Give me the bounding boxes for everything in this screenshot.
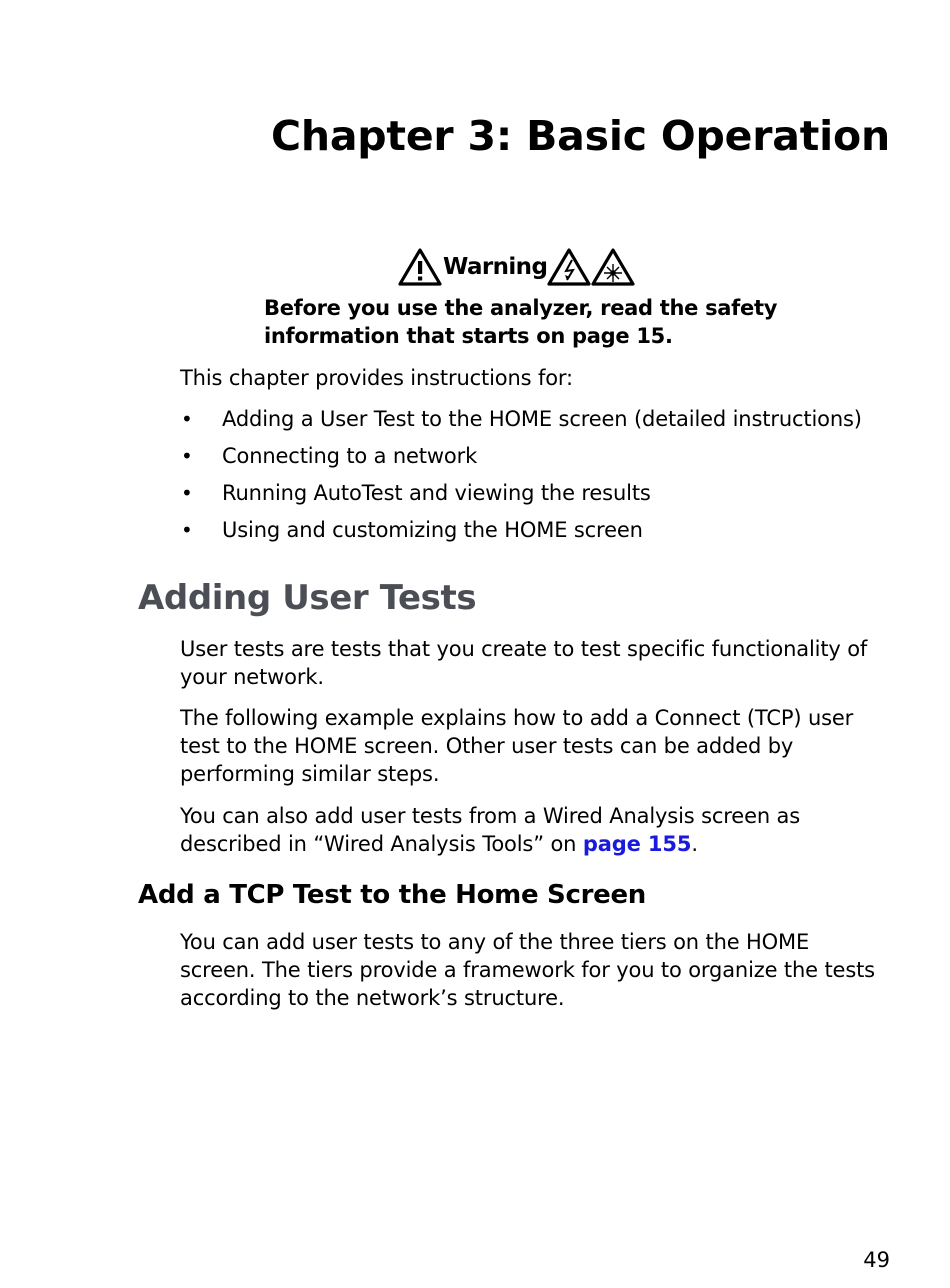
section-heading: Adding User Tests: [138, 578, 477, 618]
bullet-icon: •: [181, 518, 193, 542]
warning-label: Warning: [443, 254, 548, 280]
chapter-title: Chapter 3: Basic Operation: [270, 112, 890, 160]
section-paragraph: The following example explains how to add a Connect (TCP) user test to the HOME screen. Other user tests can be added by performing similar steps.: [180, 706, 854, 786]
list-item-text: Running AutoTest and viewing the results: [222, 481, 651, 505]
list-item-text: Connecting to a network: [222, 444, 478, 468]
page-number: 49: [863, 1248, 890, 1272]
warning-triangle-icon: [398, 247, 442, 287]
intro-text: This chapter provides instructions for:: [180, 366, 573, 390]
warning-header: [398, 246, 635, 288]
bullet-icon: •: [181, 407, 193, 431]
list-item: [180, 405, 862, 442]
list-item: [180, 479, 862, 516]
list-item-text: Adding a User Test to the HOME screen (detailed instructions): [222, 407, 862, 431]
bullet-icon: •: [181, 481, 193, 505]
electrical-hazard-icon: [547, 247, 591, 287]
list-item-text: Using and customizing the HOME screen: [222, 518, 643, 542]
list-item: [180, 442, 862, 479]
subsection-heading: Add a TCP Test to the Home Screen: [138, 880, 646, 910]
reference-text: You can also add user tests from a Wired Analysis screen as described in “Wired Analysis Tools” on: [180, 804, 801, 856]
list-item: [180, 516, 862, 553]
laser-hazard-icon: [591, 247, 635, 287]
bullet-icon: •: [181, 444, 193, 468]
subsection-paragraph: You can add user tests to any of the three tiers on the HOME screen. The tiers provide a framework for you to organize the tests according to the network’s structure.: [180, 930, 875, 1010]
instruction-list: [180, 405, 862, 553]
section-paragraph: User tests are tests that you create to test specific functionality of your network.: [180, 637, 868, 689]
warning-text: Before you use the analyzer, read the safety information that starts on page 15.: [264, 296, 778, 348]
reference-end: .: [691, 832, 698, 856]
page-link[interactable]: page 155: [582, 832, 692, 856]
reference-paragraph: [180, 802, 890, 858]
